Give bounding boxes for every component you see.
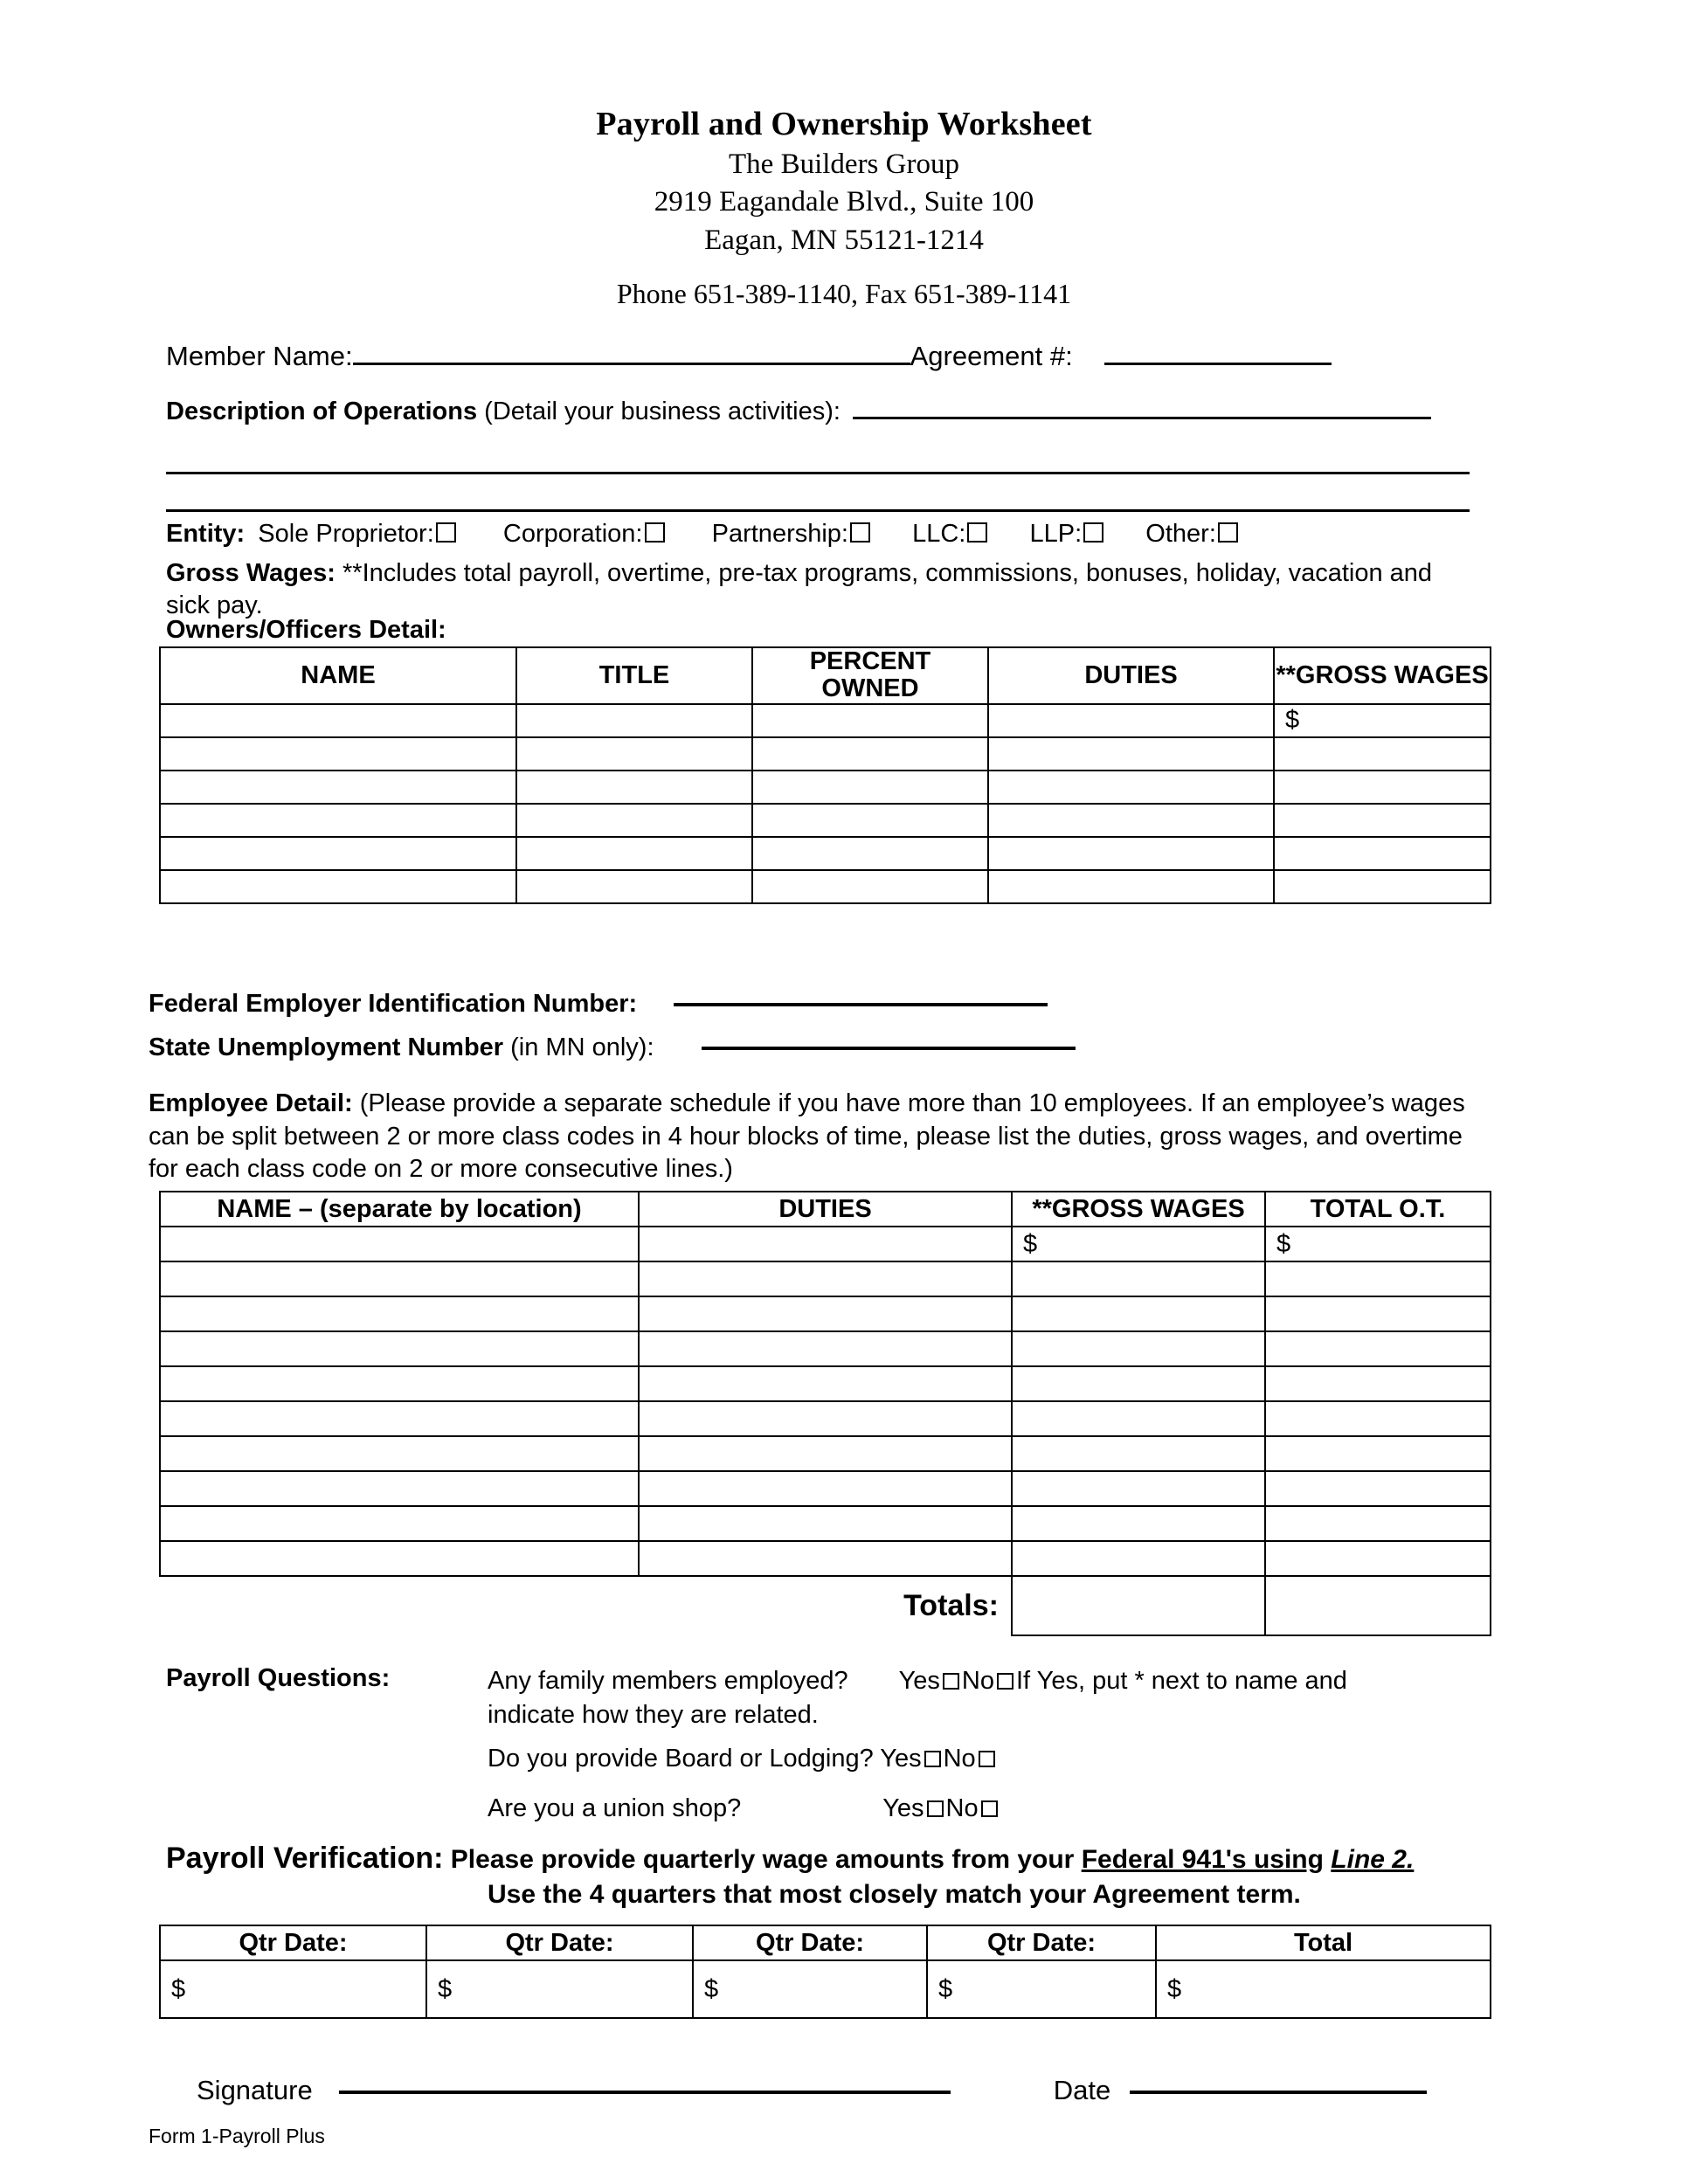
owners-cell-duties[interactable] [988,704,1274,737]
owners-cell-gross-wages[interactable] [1274,804,1491,837]
payroll-question-family-no-label: No [961,1667,994,1695]
entity-checkbox-llc[interactable] [967,522,987,543]
owners-table-header-row [160,647,1491,704]
employee-cell-duties[interactable] [639,1436,1012,1471]
owners-cell-title[interactable] [516,704,752,737]
table-row [160,837,1491,870]
employee-cell-name[interactable] [160,1506,639,1541]
dollar-sign: $ [1023,1229,1038,1258]
entity-checkbox-partnership[interactable] [850,522,870,543]
table-row [160,1471,1491,1506]
employee-cell-name[interactable] [160,1296,639,1331]
member-name-input[interactable] [353,362,910,365]
table-row [160,804,1491,837]
owners-cell-gross-wages[interactable] [1274,737,1491,771]
entity-checkbox-other[interactable] [1218,522,1238,543]
description-label: Description of Operations [166,397,478,425]
employee-col-total-ot: TOTAL O.T. [1265,1192,1491,1227]
totals-label: Totals: [160,1576,1012,1635]
description-input-line-3[interactable] [166,509,1470,512]
owners-cell-title[interactable] [516,870,752,903]
table-row [160,704,1491,737]
owners-col-title: TITLE [516,647,752,704]
employee-cell-gross-wages[interactable] [1012,1401,1265,1436]
signature-label: Signature [197,2075,313,2105]
owners-cell-name[interactable] [160,837,516,870]
payroll-question-union-shop-text: Are you a union shop? [488,1794,742,1822]
employee-cell-gross-wages[interactable] [1012,1471,1265,1506]
entity-option-sole-proprietor-label: Sole Proprietor: [258,520,434,548]
description-input-line-2[interactable] [166,472,1470,474]
table-row [160,771,1491,804]
employee-cell-total-ot[interactable] [1265,1401,1491,1436]
payroll-question-union-shop-yes-label: Yes [882,1794,924,1822]
owners-cell-duties[interactable] [988,737,1274,771]
employee-table-body [160,1227,1491,1635]
payroll-question-board-lodging-yes-label: Yes [880,1745,922,1773]
payroll-question-union-shop [488,1794,1000,1823]
payroll-questions-label: Payroll Questions: [166,1664,391,1692]
entity-row [166,520,1240,549]
address-line-1: 2919 Eagandale Blvd., Suite 100 [654,186,1034,218]
owners-col-percent-owned-line2: OWNED [821,674,919,703]
state-unemployment-hint: (in MN only): [510,1033,654,1061]
owners-col-gross-wages: **GROSS WAGES [1274,647,1491,704]
page-title: Payroll and Ownership Worksheet [596,106,1092,142]
owners-cell-gross-wages[interactable] [1274,870,1491,903]
qtr-value-total[interactable] [1156,1960,1491,2018]
owners-cell-duties[interactable] [988,771,1274,804]
employee-cell-duties[interactable] [639,1541,1012,1576]
fein-input[interactable] [674,1003,1048,1006]
form-identifier: Form 1-Payroll Plus [149,2125,325,2147]
payroll-verification-title: Payroll Verification: [166,1842,444,1875]
qtr-col-3: Qtr Date: [693,1925,927,1960]
payroll-question-family-note: If Yes, put * next to name and [1016,1667,1347,1695]
owners-cell-percent[interactable] [752,804,988,837]
description-of-operations-row [166,397,1431,426]
table-row [160,737,1491,771]
description-input-line-1[interactable] [853,416,1431,419]
payroll-verification-emphasis-a: Federal 941's using [1081,1845,1324,1874]
owners-cell-gross-wages[interactable] [1274,704,1491,737]
member-name-row [166,341,1332,372]
payroll-question-board-lodging-no-label: No [943,1745,976,1773]
payroll-question-union-shop-yes-checkbox[interactable] [927,1800,944,1817]
employee-cell-gross-wages[interactable] [1012,1436,1265,1471]
address-line-2: Eagan, MN 55121-1214 [704,224,984,256]
owners-cell-duties[interactable] [988,804,1274,837]
qtr-col-4: Qtr Date: [927,1925,1156,1960]
entity-option-llc-label: LLC: [912,520,966,548]
payroll-question-union-shop-no-label: No [945,1794,979,1822]
owners-cell-duties[interactable] [988,837,1274,870]
date-input[interactable] [1130,2091,1427,2094]
owners-cell-name[interactable] [160,771,516,804]
employee-cell-duties[interactable] [639,1331,1012,1366]
employee-cell-duties[interactable] [639,1401,1012,1436]
gross-wages-label: Gross Wages: [166,559,336,587]
quarterly-table-body [160,1960,1491,2018]
employee-col-duties: DUTIES [639,1192,1012,1227]
date-label: Date [1053,2075,1111,2105]
owners-cell-title[interactable] [516,837,752,870]
fein-label: Federal Employer Identification Number: [149,990,638,1018]
qtr-value-2[interactable] [426,1960,693,2018]
entity-option-other-label: Other: [1145,520,1216,548]
table-row [160,1296,1491,1331]
dollar-sign: $ [438,1974,453,2003]
agreement-number-input[interactable] [1104,362,1332,365]
owners-col-percent-owned-line1: PERCENT [809,647,931,675]
employee-cell-gross-wages[interactable] [1012,1227,1265,1261]
owners-col-percent-owned [752,647,988,704]
employee-cell-duties[interactable] [639,1506,1012,1541]
owners-cell-gross-wages[interactable] [1274,837,1491,870]
owners-cell-gross-wages[interactable] [1274,771,1491,804]
entity-option-partnership-label: Partnership: [711,520,848,548]
contact-line: Phone 651-389-1140, Fax 651-389-1141 [616,277,1072,309]
state-unemployment-label: State Unemployment Number [149,1033,504,1061]
employee-cell-gross-wages[interactable] [1012,1366,1265,1401]
employee-cell-duties[interactable] [639,1296,1012,1331]
dollar-sign: $ [1285,706,1300,735]
payroll-question-union-shop-no-checkbox[interactable] [981,1800,998,1817]
employee-cell-total-ot[interactable] [1265,1261,1491,1296]
dollar-sign: $ [1276,1229,1291,1258]
payroll-question-board-lodging [488,1745,998,1773]
table-row [160,1331,1491,1366]
payroll-question-family-line2: indicate how they are related. [488,1700,819,1729]
payroll-verification-text: Please provide quarterly wage amounts from your [450,1845,1075,1874]
owners-cell-duties[interactable] [988,870,1274,903]
employee-cell-total-ot[interactable] [1265,1541,1491,1576]
employee-detail-table [159,1191,1491,1636]
fein-row [149,990,1048,1019]
employee-detail-label: Employee Detail: [149,1089,353,1117]
payroll-question-board-lodging-no-checkbox[interactable] [979,1751,995,1767]
dollar-sign: $ [704,1974,719,2003]
payroll-question-board-lodging-yes-checkbox[interactable] [924,1751,941,1767]
owners-cell-title[interactable] [516,771,752,804]
employee-cell-gross-wages[interactable] [1012,1541,1265,1576]
employee-totals-row [160,1576,1491,1635]
entity-option-llp-label: LLP: [1029,520,1083,548]
entity-option-corporation-label: Corporation: [502,520,643,548]
employee-cell-total-ot[interactable] [1265,1227,1491,1261]
gross-wages-note: **Includes total payroll, overtime, pre-tax programs, commissions, bonuses, holiday, vacation and sick pay. [166,559,1433,619]
totals-gross-wages-value[interactable] [1012,1576,1265,1635]
employee-cell-total-ot[interactable] [1265,1436,1491,1471]
dollar-sign: $ [938,1974,953,2003]
owners-cell-name[interactable] [160,870,516,903]
owners-cell-name[interactable] [160,704,516,737]
table-row [160,1401,1491,1436]
employee-cell-name[interactable] [160,1471,639,1506]
table-row [160,1436,1491,1471]
employee-cell-duties[interactable] [639,1366,1012,1401]
employee-cell-total-ot[interactable] [1265,1296,1491,1331]
employee-cell-name[interactable] [160,1331,639,1366]
employee-cell-duties[interactable] [639,1261,1012,1296]
payroll-verification-line-2: Use the 4 quarters that most closely match your Agreement term. [488,1880,1301,1909]
employee-cell-total-ot[interactable] [1265,1471,1491,1506]
employee-cell-name[interactable] [160,1261,639,1296]
employee-col-gross-wages: **GROSS WAGES [1012,1192,1265,1227]
entity-checkbox-llp[interactable] [1083,522,1103,543]
table-row [160,1960,1491,2018]
owners-cell-percent[interactable] [752,870,988,903]
employee-cell-gross-wages[interactable] [1012,1331,1265,1366]
employee-cell-duties[interactable] [639,1471,1012,1506]
owners-col-name: NAME [160,647,516,704]
employee-col-name: NAME – (separate by location) [160,1192,639,1227]
agreement-number-label: Agreement #: [910,341,1073,371]
qtr-col-2: Qtr Date: [426,1925,693,1960]
description-hint: (Detail your business activities): [484,397,841,425]
state-unemployment-row [149,1033,1076,1062]
employee-detail-note: (Please provide a separate schedule if you have more than 10 employees. If an employee’s wages can be split between 2 or more class codes in 4 hour blocks of time, please list the duties, gross wages, and overtime for each class code on 2 or more consecutive lines.) [149,1089,1465,1184]
employee-cell-gross-wages[interactable] [1012,1261,1265,1296]
qtr-value-3[interactable] [693,1960,927,2018]
signature-row [197,2075,1427,2106]
entity-checkbox-sole-proprietor[interactable] [436,522,456,543]
employee-detail-note-row [149,1088,1485,1186]
owners-officers-table [159,646,1491,904]
payroll-question-family-yes-label: Yes [898,1667,940,1695]
employee-cell-total-ot[interactable] [1265,1366,1491,1401]
owners-cell-percent[interactable] [752,704,988,737]
employee-cell-gross-wages[interactable] [1012,1506,1265,1541]
employee-cell-name[interactable] [160,1366,639,1401]
employee-table-header-row [160,1192,1491,1227]
table-row [160,1366,1491,1401]
employee-cell-name[interactable] [160,1436,639,1471]
signature-input[interactable] [339,2091,951,2094]
owners-cell-name[interactable] [160,804,516,837]
table-row [160,870,1491,903]
qtr-col-total: Total [1156,1925,1491,1960]
member-name-label: Member Name: [166,341,353,371]
employee-cell-gross-wages[interactable] [1012,1296,1265,1331]
dollar-sign: $ [171,1974,186,2003]
table-row [160,1506,1491,1541]
payroll-question-board-lodging-text: Do you provide Board or Lodging? [488,1745,874,1773]
document-header [0,0,1688,310]
payroll-verification-emphasis-b: Line 2. [1331,1845,1415,1874]
employee-cell-duties[interactable] [639,1227,1012,1261]
state-unemployment-input[interactable] [702,1047,1076,1050]
owners-col-duties: DUTIES [988,647,1274,704]
employee-cell-name[interactable] [160,1541,639,1576]
totals-total-ot-value[interactable] [1265,1576,1491,1635]
owners-cell-percent[interactable] [752,771,988,804]
gross-wages-note-row [166,557,1477,622]
employee-cell-total-ot[interactable] [1265,1506,1491,1541]
owners-cell-percent[interactable] [752,737,988,771]
qtr-col-1: Qtr Date: [160,1925,426,1960]
table-row [160,1541,1491,1576]
table-row [160,1261,1491,1296]
owners-table-body [160,704,1491,903]
entity-checkbox-corporation[interactable] [645,522,665,543]
payroll-question-family-text: Any family members employed? [488,1667,848,1695]
entity-label: Entity: [166,520,246,548]
payroll-question-family [488,1664,1492,1731]
owners-cell-name[interactable] [160,737,516,771]
owners-cell-title[interactable] [516,804,752,837]
employee-cell-name[interactable] [160,1227,639,1261]
organization-name: The Builders Group [729,149,959,180]
dollar-sign: $ [1167,1974,1182,2003]
owners-cell-title[interactable] [516,737,752,771]
employee-cell-name[interactable] [160,1401,639,1436]
qtr-value-4[interactable] [927,1960,1156,2018]
payroll-verification-line-1 [166,1842,1414,1876]
payroll-question-family-no-checkbox[interactable] [997,1673,1013,1690]
qtr-value-1[interactable] [160,1960,426,2018]
payroll-question-family-yes-checkbox[interactable] [943,1673,959,1690]
employee-cell-total-ot[interactable] [1265,1331,1491,1366]
quarterly-table-header-row [160,1925,1491,1960]
owners-cell-percent[interactable] [752,837,988,870]
owners-section-label: Owners/Officers Detail: [166,616,446,644]
quarterly-wage-table [159,1925,1491,2019]
table-row [160,1227,1491,1261]
